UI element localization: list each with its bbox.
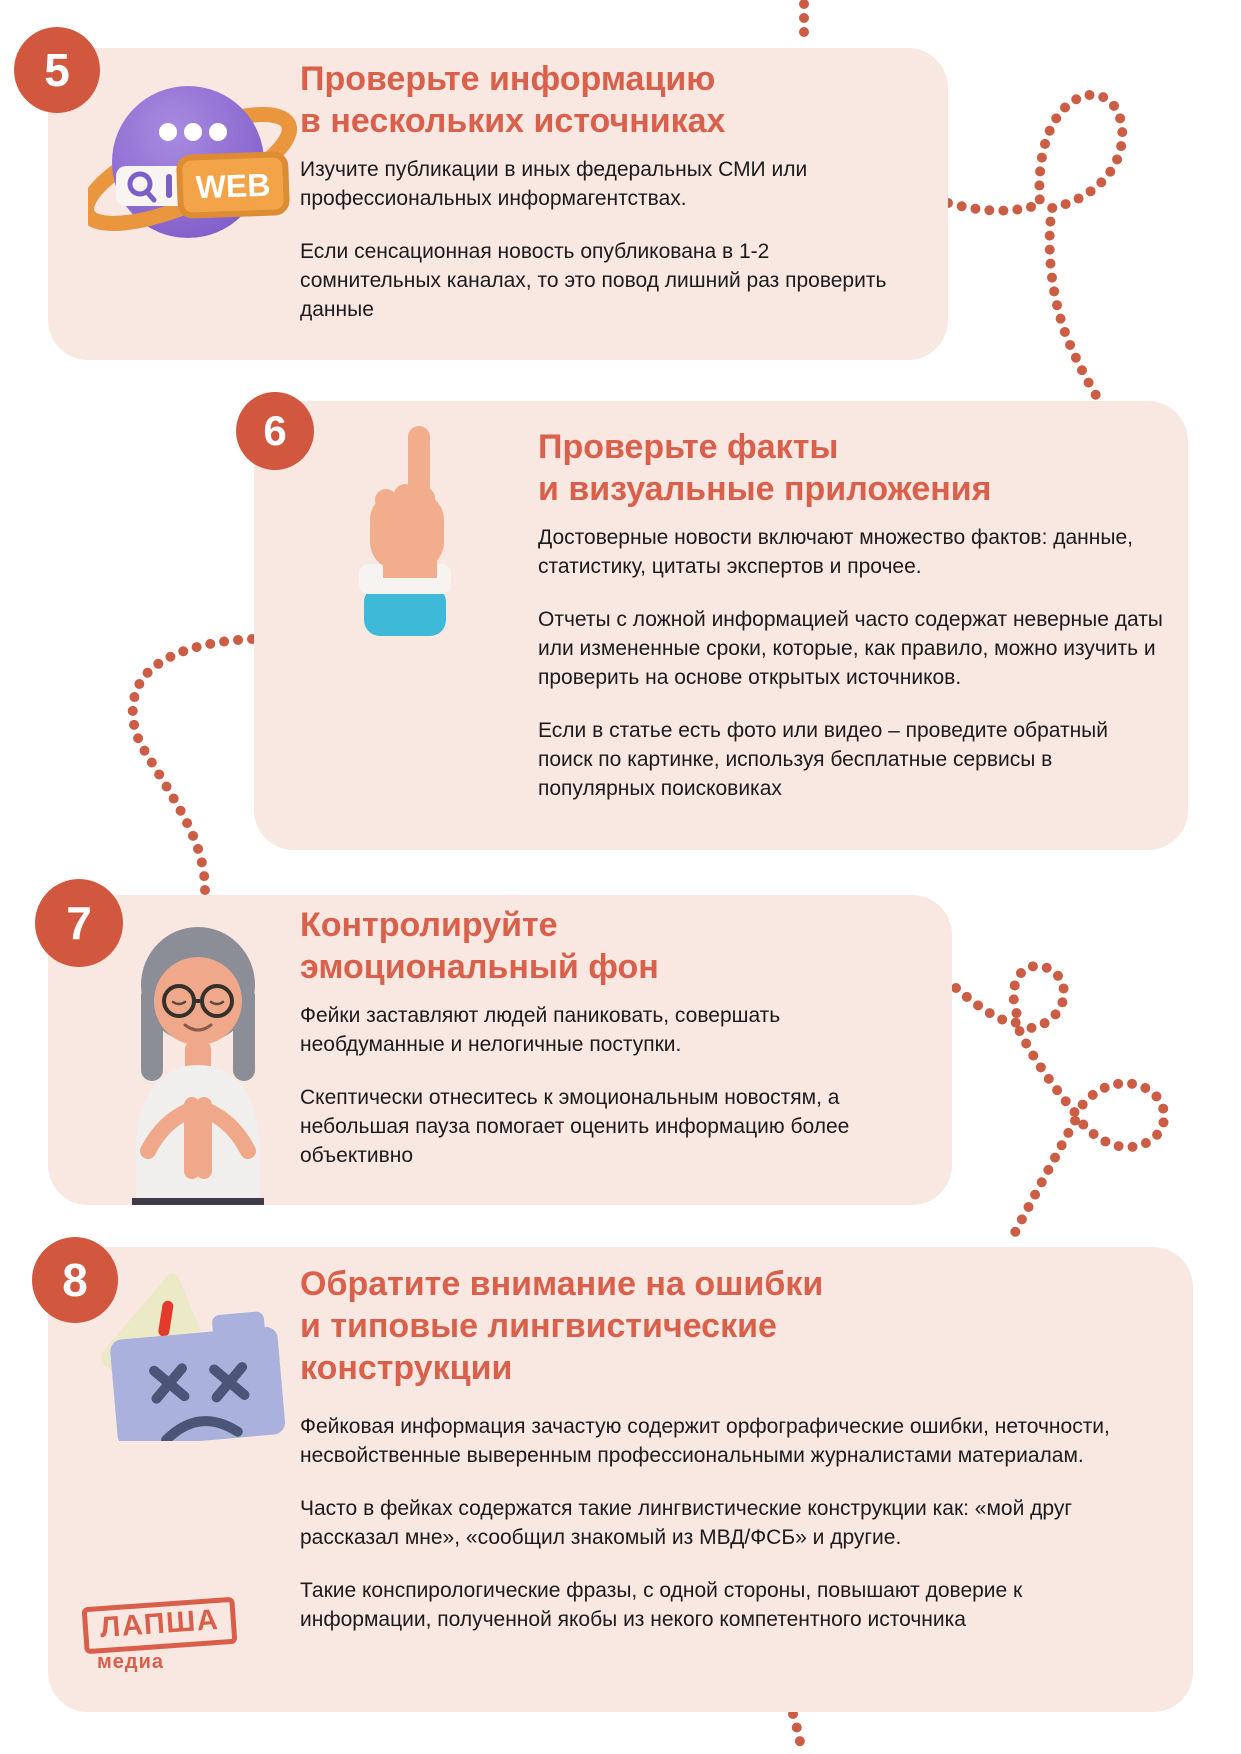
heading-line: и визуальные приложения xyxy=(538,470,992,509)
section8-text xyxy=(300,1263,1110,1635)
heading-line: в нескольких источниках xyxy=(300,102,726,141)
web-badge xyxy=(179,154,287,216)
heading-line: Проверьте информацию xyxy=(300,60,716,98)
section7-paragraph-2: Скептически отнеситесь к эмоциональным новостям, а небольшая пауза помогает оценить информацию более объективно xyxy=(300,1086,850,1168)
section6-paragraph-3: Если в статье есть фото или видео – проведите обратный поиск по картинке, используя бесплатные сервисы в популярных поисковиках xyxy=(538,719,1109,801)
section5-text xyxy=(300,58,890,325)
heading-line: эмоциональный фон xyxy=(300,948,659,987)
lapsha-media-logo xyxy=(83,1602,236,1674)
web-badge-label: WEB xyxy=(195,166,271,206)
section5-heading xyxy=(300,58,890,142)
section7-heading xyxy=(300,904,885,988)
section8-paragraph-3: Такие конспирологические фразы, с одной стороны, повышают доверие к информации, полученной якобы из некого компетентного источника xyxy=(300,1579,1023,1632)
section-number-7: 7 xyxy=(35,879,123,967)
dotted-loop-top-right xyxy=(948,95,1122,400)
section5-paragraph-2: Если сенсационная новость опубликована в 1-2 сомнительных каналах, то это повод лишний раз проверить данные xyxy=(300,240,887,322)
dotted-doodle-right xyxy=(956,966,1164,1240)
dotted-curve-left xyxy=(133,639,252,893)
section7-paragraph-1: Фейки заставляют людей паниковать, совершать необдуманные и нелогичные поступки. xyxy=(300,1004,781,1057)
logo-subtitle: медиа xyxy=(97,1651,165,1673)
hand-shape xyxy=(370,426,444,578)
card-emotional-background xyxy=(48,895,952,1205)
section-number-8: 8 xyxy=(32,1237,118,1323)
section-number-5: 5 xyxy=(14,27,100,113)
globe-ellipsis-dots xyxy=(159,123,227,141)
card-check-sources xyxy=(48,48,948,360)
section5-paragraph-1: Изучите публикации в иных федеральных СМИ или профессиональных информагентствах. xyxy=(300,158,808,211)
section7-text xyxy=(300,904,885,1171)
meditating-person-icon xyxy=(108,913,288,1205)
heading-line: Контролируйте xyxy=(300,906,558,944)
logo-stamp: ЛАПША xyxy=(82,1597,238,1655)
heading-line: и типовые лингвистические xyxy=(300,1307,777,1346)
section8-paragraph-2: Часто в фейках содержатся такие лингвистические конструкции как: «мой друг рассказал мне», «сообщил знакомый из МВД/ФСБ» и другие. xyxy=(300,1497,1073,1550)
section8-paragraph-1: Фейковая информация зачастую содержит орфографические ошибки, неточности, несвойственные выверенным профессиональными журналистами материалам. xyxy=(300,1415,1110,1468)
heading-line: Проверьте факты xyxy=(538,428,839,466)
skirt xyxy=(132,1198,264,1205)
card-check-facts xyxy=(254,401,1188,850)
section-number-6: 6 xyxy=(236,392,314,470)
section6-text xyxy=(538,426,1163,804)
dotted-line-bottom xyxy=(793,1714,802,1753)
heading-line: конструкции xyxy=(300,1349,513,1388)
section8-heading xyxy=(300,1263,1110,1389)
sad-folder-icon xyxy=(98,1271,303,1441)
section6-paragraph-1: Достоверные новости включают множество фактов: данные, статистику, цитаты экспертов и прочее. xyxy=(538,526,1133,579)
section6-heading xyxy=(538,426,1163,510)
section6-paragraph-2: Отчеты с ложной информацией часто содержат неверные даты или измененные сроки, которые, как правило, можно изучить и проверить на основе открытых источников. xyxy=(538,608,1163,690)
pointing-hand-icon xyxy=(338,418,470,636)
heading-line: Обратите внимание на ошибки xyxy=(300,1265,824,1303)
web-globe-icon xyxy=(88,74,298,244)
